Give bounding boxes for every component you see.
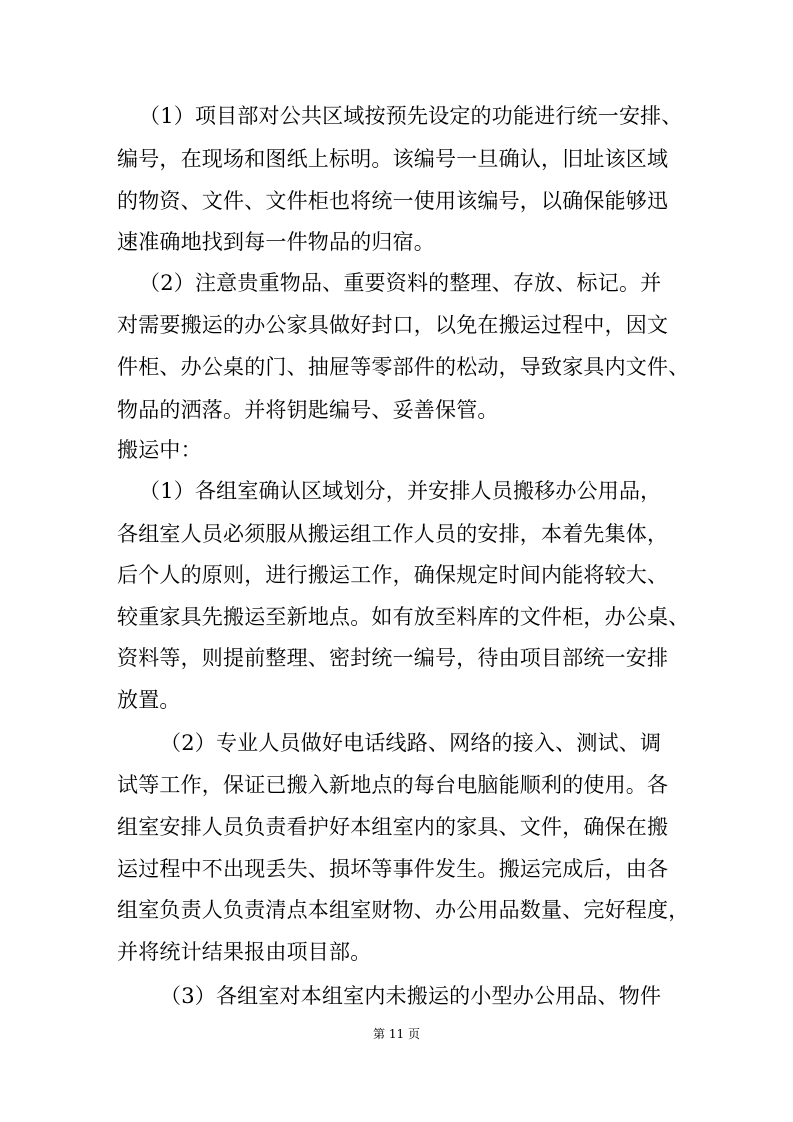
paragraph-line: 组室安排人员负责看护好本组室内的家具、文件，确保在搬 [117, 815, 669, 839]
paragraph-line: 放置。 [117, 688, 181, 712]
paragraph-line: （1）各组室确认区域划分，并安排人员搬移办公用品， [139, 479, 662, 503]
paragraph-line: 组室负责人负责清点本组室财物、办公用品数量、完好程度， [117, 898, 690, 922]
paragraph-line: 后个人的原则，进行搬运工作，确保规定时间内能将较大、 [117, 563, 669, 587]
paragraph-line: 试等工作，保证已搬入新地点的每台电脑能顺利的使用。各 [117, 773, 669, 797]
section-heading: 搬运中： [117, 438, 202, 462]
paragraph-line: 资料等，则提前整理、密封统一编号，待由项目部统一安排 [117, 646, 669, 670]
paragraph-line: 件柜、办公桌的门、抽屉等零部件的松动，导致家具内文件、 [117, 355, 690, 379]
paragraph-line: 对需要搬运的办公家具做好封口，以免在搬运过程中，因文 [117, 313, 669, 337]
paragraph-line: 物品的洒落。并将钥匙编号、妥善保管。 [117, 398, 499, 422]
paragraph-line: 运过程中不出现丢失、损坏等事件发生。搬运完成后，由各 [117, 857, 669, 881]
paragraph-line: （2）专业人员做好电话线路、网络的接入、测试、调 [160, 731, 662, 755]
paragraph-line: （1）项目部对公共区域按预先设定的功能进行统一安排、 [139, 104, 683, 128]
paragraph-line: 并将统计结果报由项目部。 [117, 940, 372, 964]
paragraph-line: 各组室人员必须服从搬运组工作人员的安排，本着先集体， [117, 522, 669, 546]
paragraph-line: 速准确地找到每一件物品的归宿。 [117, 230, 435, 254]
paragraph-line: 较重家具先搬运至新地点。如有放至料库的文件柜，办公桌、 [117, 605, 690, 629]
paragraph-line: 的物资、文件、文件柜也将统一使用该编号，以确保能够迅 [117, 189, 669, 213]
paragraph-line: （2）注意贵重物品、重要资料的整理、存放、标记。并 [139, 271, 662, 295]
page-number: 第 11 页 [373, 1027, 420, 1041]
paragraph-line: 编号，在现场和图纸上标明。该编号一旦确认，旧址该区域 [117, 147, 669, 171]
paragraph-line: （3）各组室对本组室内未搬运的小型办公用品、物件 [160, 984, 662, 1008]
